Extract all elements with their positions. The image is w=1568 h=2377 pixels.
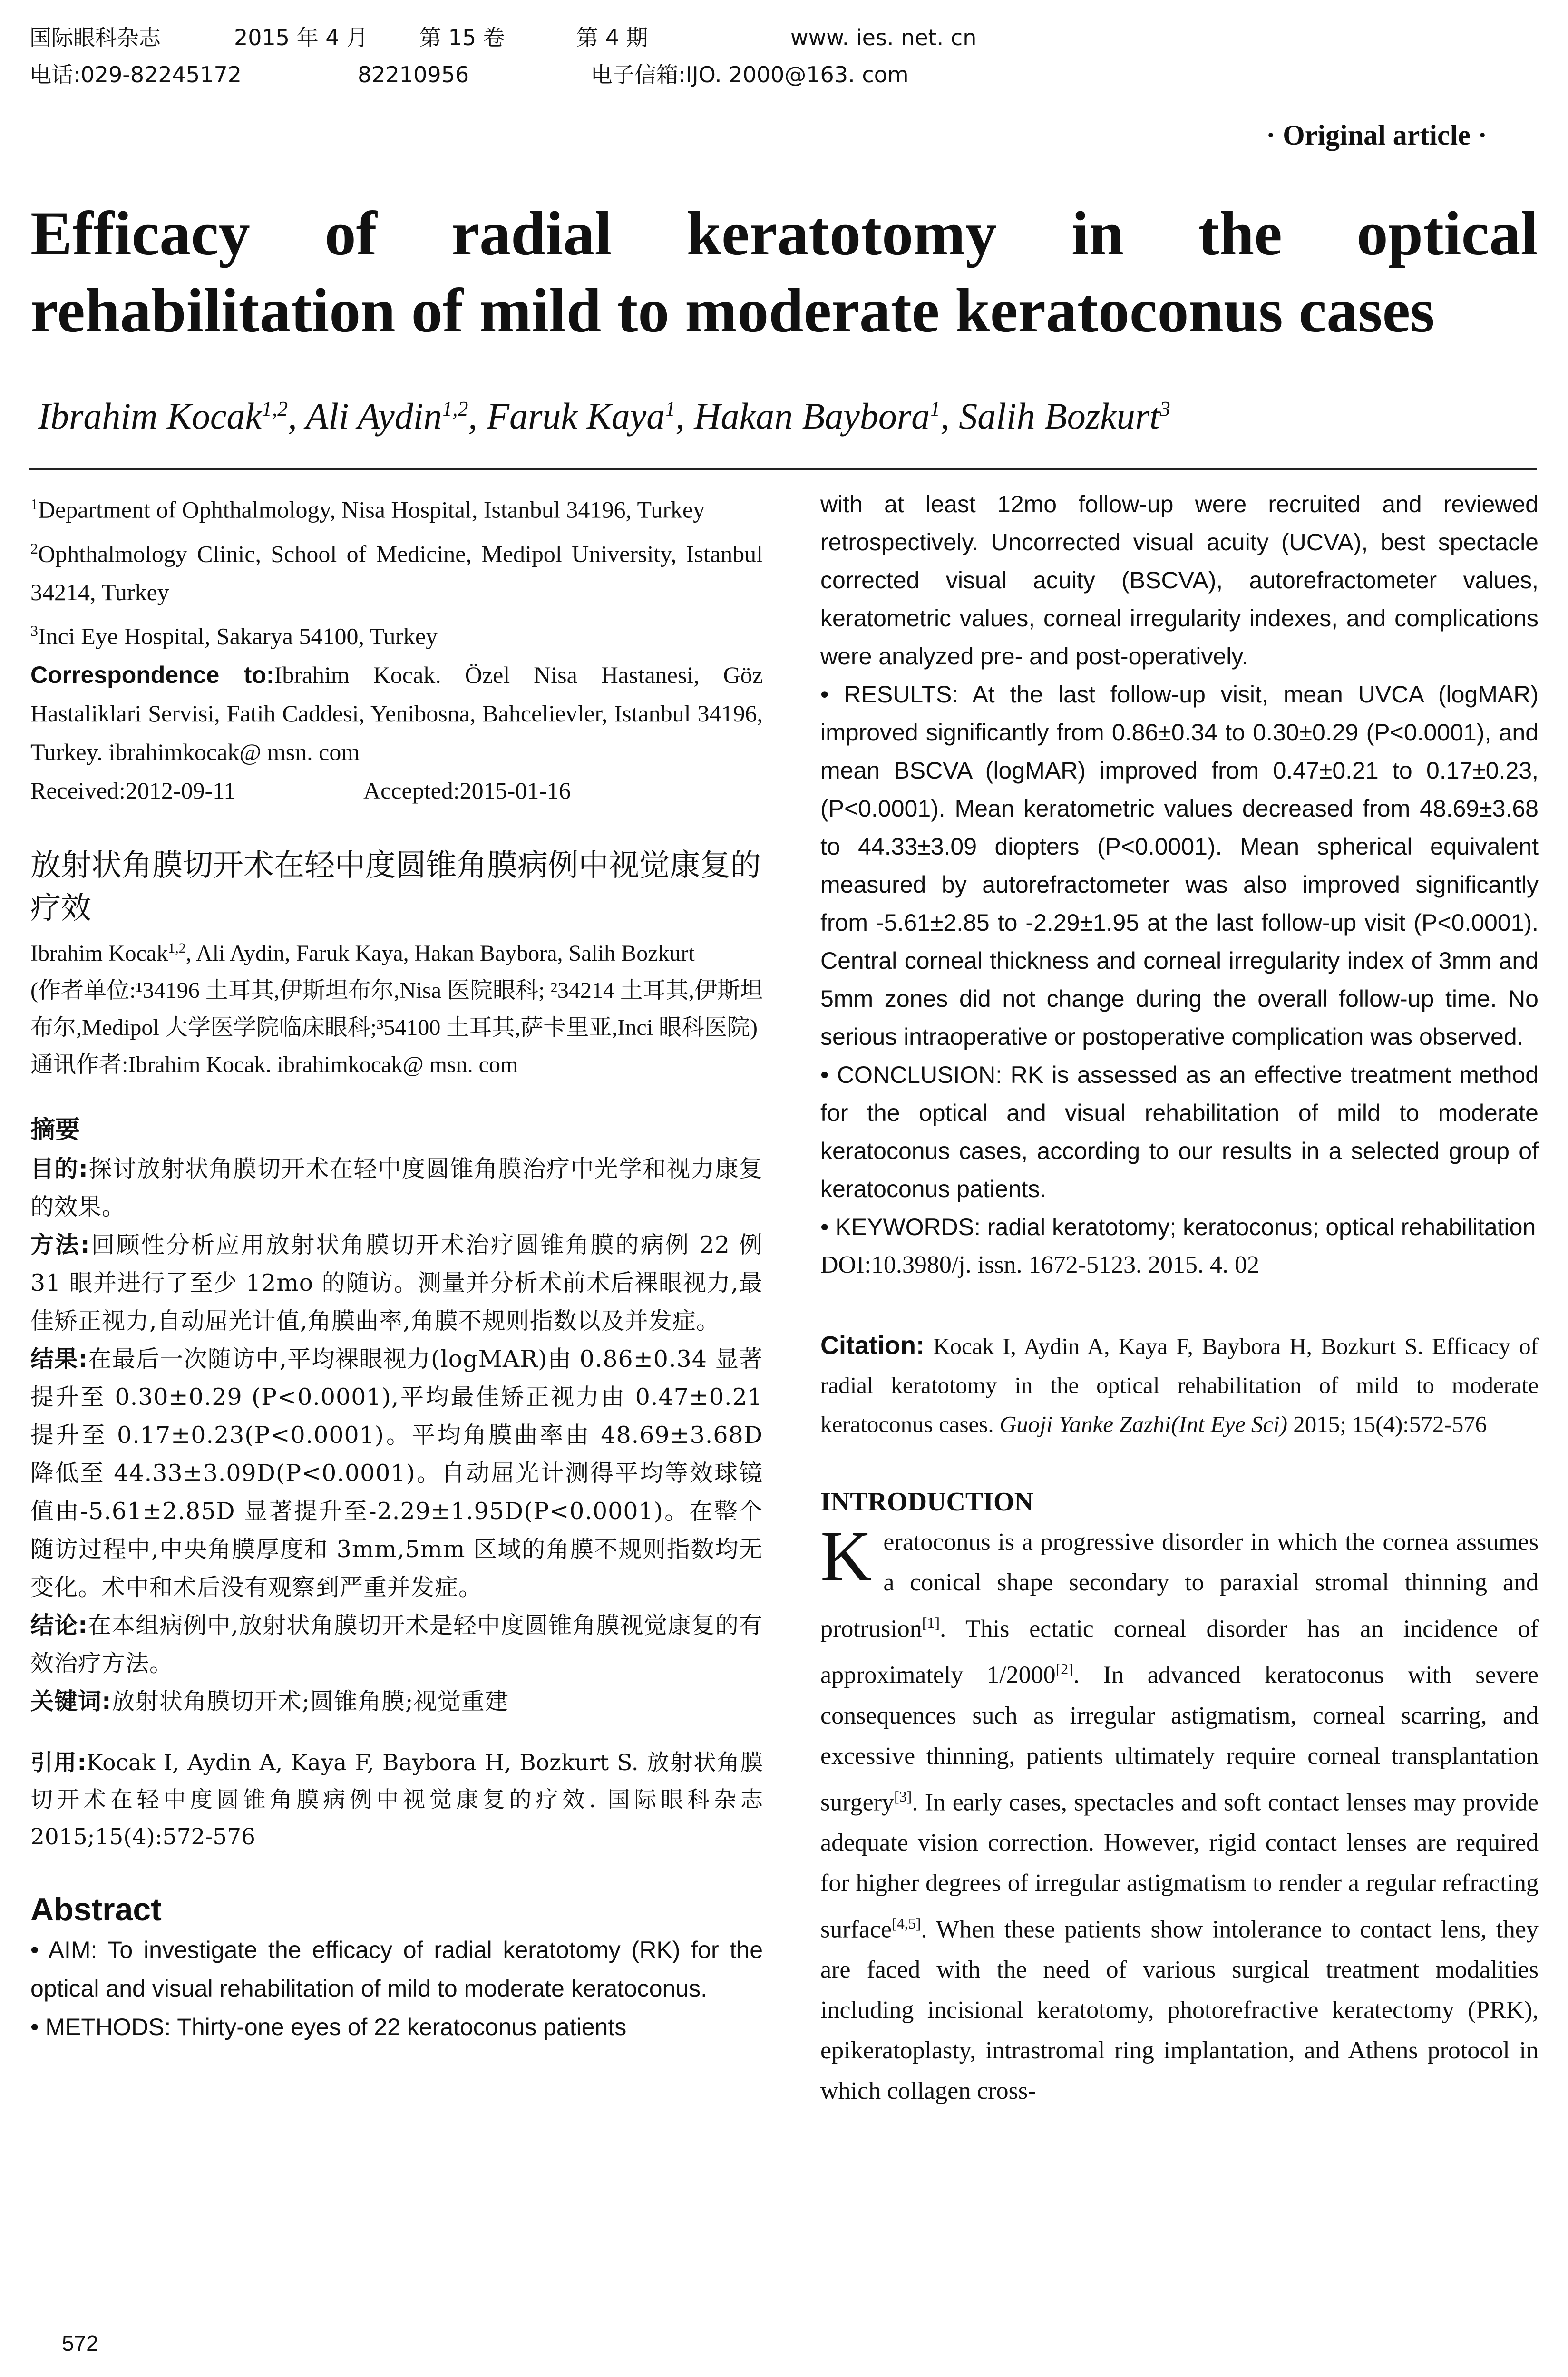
introduction-paragraph [820,1517,1539,2111]
citation [820,1326,1539,1444]
page-number: 572 [62,2331,98,2356]
intro-text: . When these patients show intolerance to contact lens, they are faced with the need of various surgical treatment modalities including incisional keratotomy, photorefractive keratectomy (PRK), epikeratoplasty, intrastromal ring implantation, and Athens protocol in which collagen cross- [820,1916,1539,2105]
website: www. ies. net. cn [790,25,977,50]
citation-journal: Guoji Yanke Zazhi(Int Eye Sci) [999,1411,1288,1437]
citation-label: Citation: [820,1331,925,1360]
author-name: Salih Bozkurt [959,395,1160,437]
cn-methods-text: 回顾性分析应用放射状角膜切开术治疗圆锥角膜的病例 22 例 31 眼并进行了至少 12mo 的随访。测量并分析术前术后裸眼视力,最佳矫正视力,自动屈光计值,角膜曲率,角膜不规则指数以及并发症。 [30,1231,763,1335]
affil-text: Ophthalmology Clinic, School of Medicine, Medipol University, Istanbul 34214, Turkey [30,540,763,606]
citation-volume: 2015; 15(4):572-576 [1293,1411,1487,1437]
author-name: Hakan Baybora [694,395,930,437]
affil-sup: 2 [30,539,38,557]
abstract-results: • RESULTS: At the last follow-up visit, mean UVCA (logMAR) improved significantly from 0.86±0.34 to 0.30±0.29 (P<0.0001), and mean BSCVA (logMAR) improved from 0.47±0.21 to 0.17±0.23, (P<0.0001). Mean keratometric values decreased from 48.69±3.68 to 44.33±3.09 diopters (P<0.0001). Mean spherical equivalent measured by autorefractometer was also improved significantly from -5.61±2.85 to -2.29±1.95 at the last follow-up visit (P<0.0001). Central corneal thickness and corneal irregularity index of 3mm and 5mm zones did not change during the overall follow-up time. No serious intraoperative or postoperative complication was observed. [820,681,1539,1050]
cn-results-label: 结果: [30,1345,88,1373]
cn-methods [30,1226,763,1340]
doi: DOI:10.3980/j. issn. 1672-5123. 2015. 4. 02 [820,1251,1259,1278]
intro-text: . In advanced keratoconus with severe consequences such as irregular astigmatism, corneal scarring, and excessive thinning, patients ultimately require corneal transplantation surgery [820,1661,1539,1816]
intro-text: . In early cases, spectacles and soft contact lenses may provide adequate vision correction. However, rigid contact lenses are required for higher degrees of irregular astigmatism to render a regular refracting surface [820,1788,1539,1943]
title-word: radial [451,198,612,268]
affiliation-1 [30,485,763,529]
cn-objective [30,1150,763,1226]
right-column [820,485,1539,2111]
article-title [30,195,1538,349]
title-word: optical [1356,198,1538,268]
affil-text: Inci Eye Hospital, Sakarya 54100, Turkey [38,623,438,650]
author-sep: , [468,395,487,437]
affil-sup: 1 [30,496,38,513]
author-affil-sup: 3 [1159,397,1170,420]
introduction-heading: INTRODUCTION [820,1487,1034,1517]
cn-citation [30,1744,763,1856]
reference-marker[interactable]: [2] [1055,1660,1073,1678]
issue: 第 4 期 [576,25,648,50]
chinese-title: 放射状角膜切开术在轻中度圆锥角膜病例中视觉康复的疗效 [30,848,761,926]
author-affil-sup: 1,2 [262,397,288,420]
reference-marker[interactable]: [1] [922,1614,940,1631]
cn-author-first: Ibrahim Kocak [30,940,168,966]
abstract-methods-start: • METHODS: Thirty-one eyes of 22 keratoconus patients [30,2013,627,2040]
citation-text: Kocak I, Aydin A, Kaya F, Baybora H, Bozkurt S. Efficacy of radial keratotomy in the optical rehabilitation of mild to moderate keratoconus cases. [820,1333,1539,1437]
abstract-keywords: • KEYWORDS: radial keratotomy; keratoconus; optical rehabilitation [820,1214,1536,1240]
volume: 第 15 卷 [419,25,505,50]
abstract-aim: • AIM: To investigate the efficacy of radial keratotomy (RK) for the optical and visual rehabilitation of mild to moderate keratoconus. [30,1936,763,2002]
cn-keywords-text: 放射状角膜切开术;圆锥角膜;视觉重建 [111,1687,509,1715]
author-name: Faruk Kaya [487,395,665,437]
author-list [38,395,1170,438]
journal-header [29,19,1537,93]
author-name: Ibrahim Kocak [38,395,262,437]
received-date: Received:2012-09-11 [30,777,236,804]
author-sep: , [288,395,306,437]
correspondence-text: Ibrahim Kocak. Özel Nisa Hastanesi, Göz Hastaliklari Servisi, Fatih Caddesi, Yenibosna, Bahcelievler, Istanbul 34196, Turkey. ibrahimkocak@ msn. com [30,661,763,765]
abstract-methods-cont: with at least 12mo follow-up were recruited and reviewed retrospectively. Uncorrected visual acuity (UCVA), best spectacle corrected visual acuity (BSCVA), autorefractometer values, keratometric values, corneal irregularity indexes, and complications were analyzed pre- and post-operatively. [820,491,1539,670]
cn-conclusion-label: 结论: [30,1611,88,1639]
title-word: keratotomy [686,198,997,268]
title-word: of [324,198,377,268]
email: 电子信箱:IJO. 2000@163. com [591,62,909,88]
abstract-heading: Abstract [30,1891,162,1928]
title-line-2: rehabilitation of mild to moderate keratoconus cases [30,275,1435,345]
author-sep: , [675,395,694,437]
author-affil-sup: 1 [665,397,676,420]
cn-objective-text: 探讨放射状角膜切开术在轻中度圆锥角膜治疗中光学和视力康复的效果。 [30,1155,763,1220]
title-word: the [1198,198,1282,268]
cn-results [30,1340,763,1607]
affiliation-3 [30,612,763,656]
cn-conclusion [30,1607,763,1683]
dates [30,771,763,810]
cn-citation-text: Kocak I, Aydin A, Kaya F, Baybora H, Bozkurt S. 放射状角膜切开术在轻中度圆锥角膜病例中视觉康复的疗效. 国际眼科杂志 2015;15(4):572-576 [30,1749,763,1850]
abstract-conclusion: • CONCLUSION: RK is assessed as an effective treatment method for the optical and visual rehabilitation of mild to moderate keratoconus cases, according to our results in a selected group of keratoconus patients. [820,1062,1539,1202]
issue-date: 2015 年 4 月 [234,25,369,50]
left-column [30,485,763,2046]
journal-name: 国际眼科杂志 [29,25,161,50]
affil-sup: 3 [30,622,38,640]
phone: 电话:029-82245172 [29,62,242,88]
affil-text: Department of Ophthalmology, Nisa Hospital, Istanbul 34196, Turkey [38,496,705,523]
title-word: Efficacy [30,198,250,268]
author-affil-sup: 1,2 [442,397,468,420]
intro-text: . This ectatic corneal disorder has an incidence of approximately 1/2000 [820,1615,1539,1689]
cn-objective-label: 目的: [30,1155,88,1182]
cn-author-rest: Ali Aydin, Faruk Kaya, Hakan Baybora, Salih Bozkurt [196,940,695,966]
cn-conclusion-text: 在本组病例中,放射状角膜切开术是轻中度圆锥角膜视觉康复的有效治疗方法。 [30,1611,763,1677]
reference-marker[interactable]: [4,5] [892,1914,921,1932]
intro-text: eratoconus is a progressive disorder in which the cornea assumes a conical shape secondary to paraxial stromal thinning and protrusion [820,1529,1539,1643]
title-word: in [1071,198,1124,268]
cn-keywords-label: 关键词: [30,1687,112,1715]
correspondence [30,656,763,771]
drop-cap: K [820,1517,872,1596]
author-affil-sup: 1 [930,397,941,420]
cn-keywords [30,1683,763,1721]
author-sep: , [940,395,959,437]
correspondence-label: Correspondence to: [30,661,274,688]
article-type: · Original article · [1266,119,1487,151]
cn-results-text: 在最后一次随访中,平均裸眼视力(logMAR)由 0.86±0.34 显著提升至 0.30±0.29 (P<0.0001),平均最佳矫正视力由 0.47±0.21 提升至 0.17±0.23(P<0.0001)。平均角膜曲率由 48.69±3.68D 降低至 44.33±3.09D(P<0.0001)。自动屈光计测得平均等效球镜值由-5.61±2.85D 显著提升至-2.29±1.95D(P<0.0001)。在整个随访过程中,中央角膜厚度和 3mm,5mm 区域的角膜不规则指数均无变化。术中和术后没有观察到严重并发症。 [30,1345,763,1601]
chinese-affiliation: (作者单位:¹34196 土耳其,伊斯坦布尔,Nisa 医院眼科; ²34214 土耳其,伊斯坦布尔,Medipol 大学医学院临床眼科;³54100 土耳其,萨卡里亚,Inci 眼科医院) [30,977,763,1040]
chinese-abstract-heading: 摘要 [30,1115,80,1144]
chinese-authors: Ibrahim Kocak$^{1,2}$, Ali Aydin, Faruk Kaya, Hakan Baybora, Salih Bozkurt [30,940,695,966]
phone-2: 82210956 [358,62,469,88]
title-divider [29,468,1537,470]
cn-methods-label: 方法: [30,1231,90,1258]
chinese-correspondence: 通讯作者:Ibrahim Kocak. ibrahimkocak@ msn. com [30,1052,518,1077]
reference-marker[interactable]: [3] [894,1787,912,1805]
accepted-date: Accepted:2015-01-16 [363,777,571,804]
cn-citation-label: 引用: [30,1749,87,1776]
title-line-1 [30,195,1538,272]
affiliation-2 [30,529,763,612]
author-name: Ali Aydin [305,395,442,437]
